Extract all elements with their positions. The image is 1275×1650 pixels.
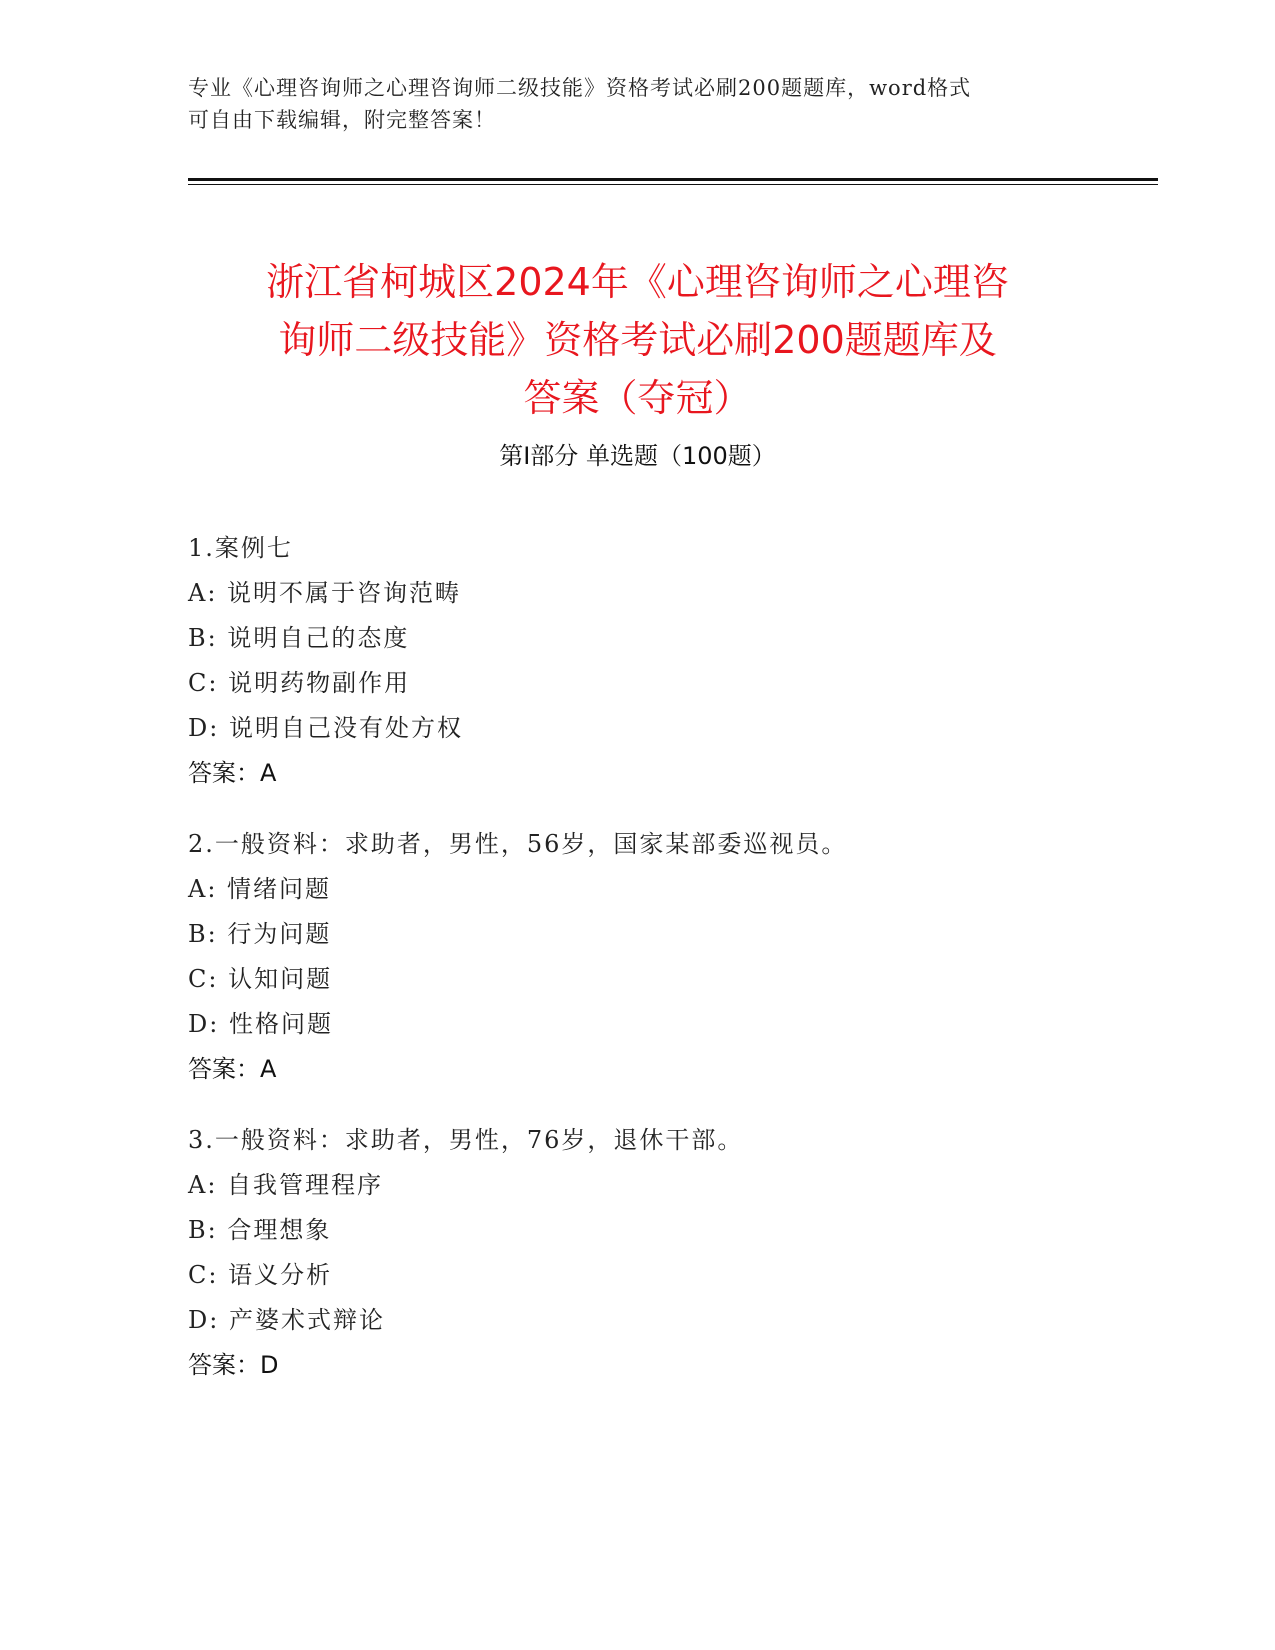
section-heading: 第Ⅰ部分 单选题（100题） — [499, 442, 776, 470]
option-b: B: 合理想象 — [188, 1216, 332, 1244]
title-line-1: 浙江省柯城区2024年《心理咨询师之心理咨 — [266, 260, 1009, 305]
question-stem: 2.一般资料：求助者，男性，56岁，国家某部委巡视员。 — [188, 830, 848, 858]
question-list — [188, 526, 1148, 1414]
header-divider-thick — [188, 178, 1158, 181]
document-title — [150, 253, 1125, 427]
option-a: A: 说明不属于咨询范畴 — [188, 579, 462, 607]
option-b: B: 说明自己的态度 — [188, 624, 410, 652]
question-3 — [188, 1118, 1148, 1388]
option-d: D: 性格问题 — [188, 1010, 333, 1038]
option-d: D: 说明自己没有处方权 — [188, 714, 463, 742]
header-note-line-1: 专业《心理咨询师之心理咨询师二级技能》资格考试必刷200题题库，word格式 — [188, 76, 972, 100]
question-2 — [188, 822, 1148, 1092]
option-a: A: 自我管理程序 — [188, 1171, 384, 1199]
header-divider-thin — [188, 184, 1158, 185]
option-c: C: 说明药物副作用 — [188, 669, 411, 697]
option-c: C: 语义分析 — [188, 1261, 333, 1289]
option-c: C: 认知问题 — [188, 965, 333, 993]
question-stem: 1.案例七 — [188, 534, 293, 562]
question-1 — [188, 526, 1148, 796]
option-d: D: 产婆术式辩论 — [188, 1306, 385, 1334]
option-a: A: 情绪问题 — [188, 875, 332, 903]
title-line-3: 答案（夺冠） — [523, 376, 752, 421]
question-stem: 3.一般资料：求助者，男性，76岁，退休干部。 — [188, 1126, 744, 1154]
header-note — [188, 72, 1068, 136]
answer: 答案：A — [188, 759, 277, 787]
header-note-line-2: 可自由下载编辑，附完整答案！ — [188, 108, 496, 132]
answer: 答案：D — [188, 1351, 279, 1379]
option-b: B: 行为问题 — [188, 920, 332, 948]
answer: 答案：A — [188, 1055, 277, 1083]
title-line-2: 询师二级技能》资格考试必刷200题题库及 — [278, 318, 997, 363]
